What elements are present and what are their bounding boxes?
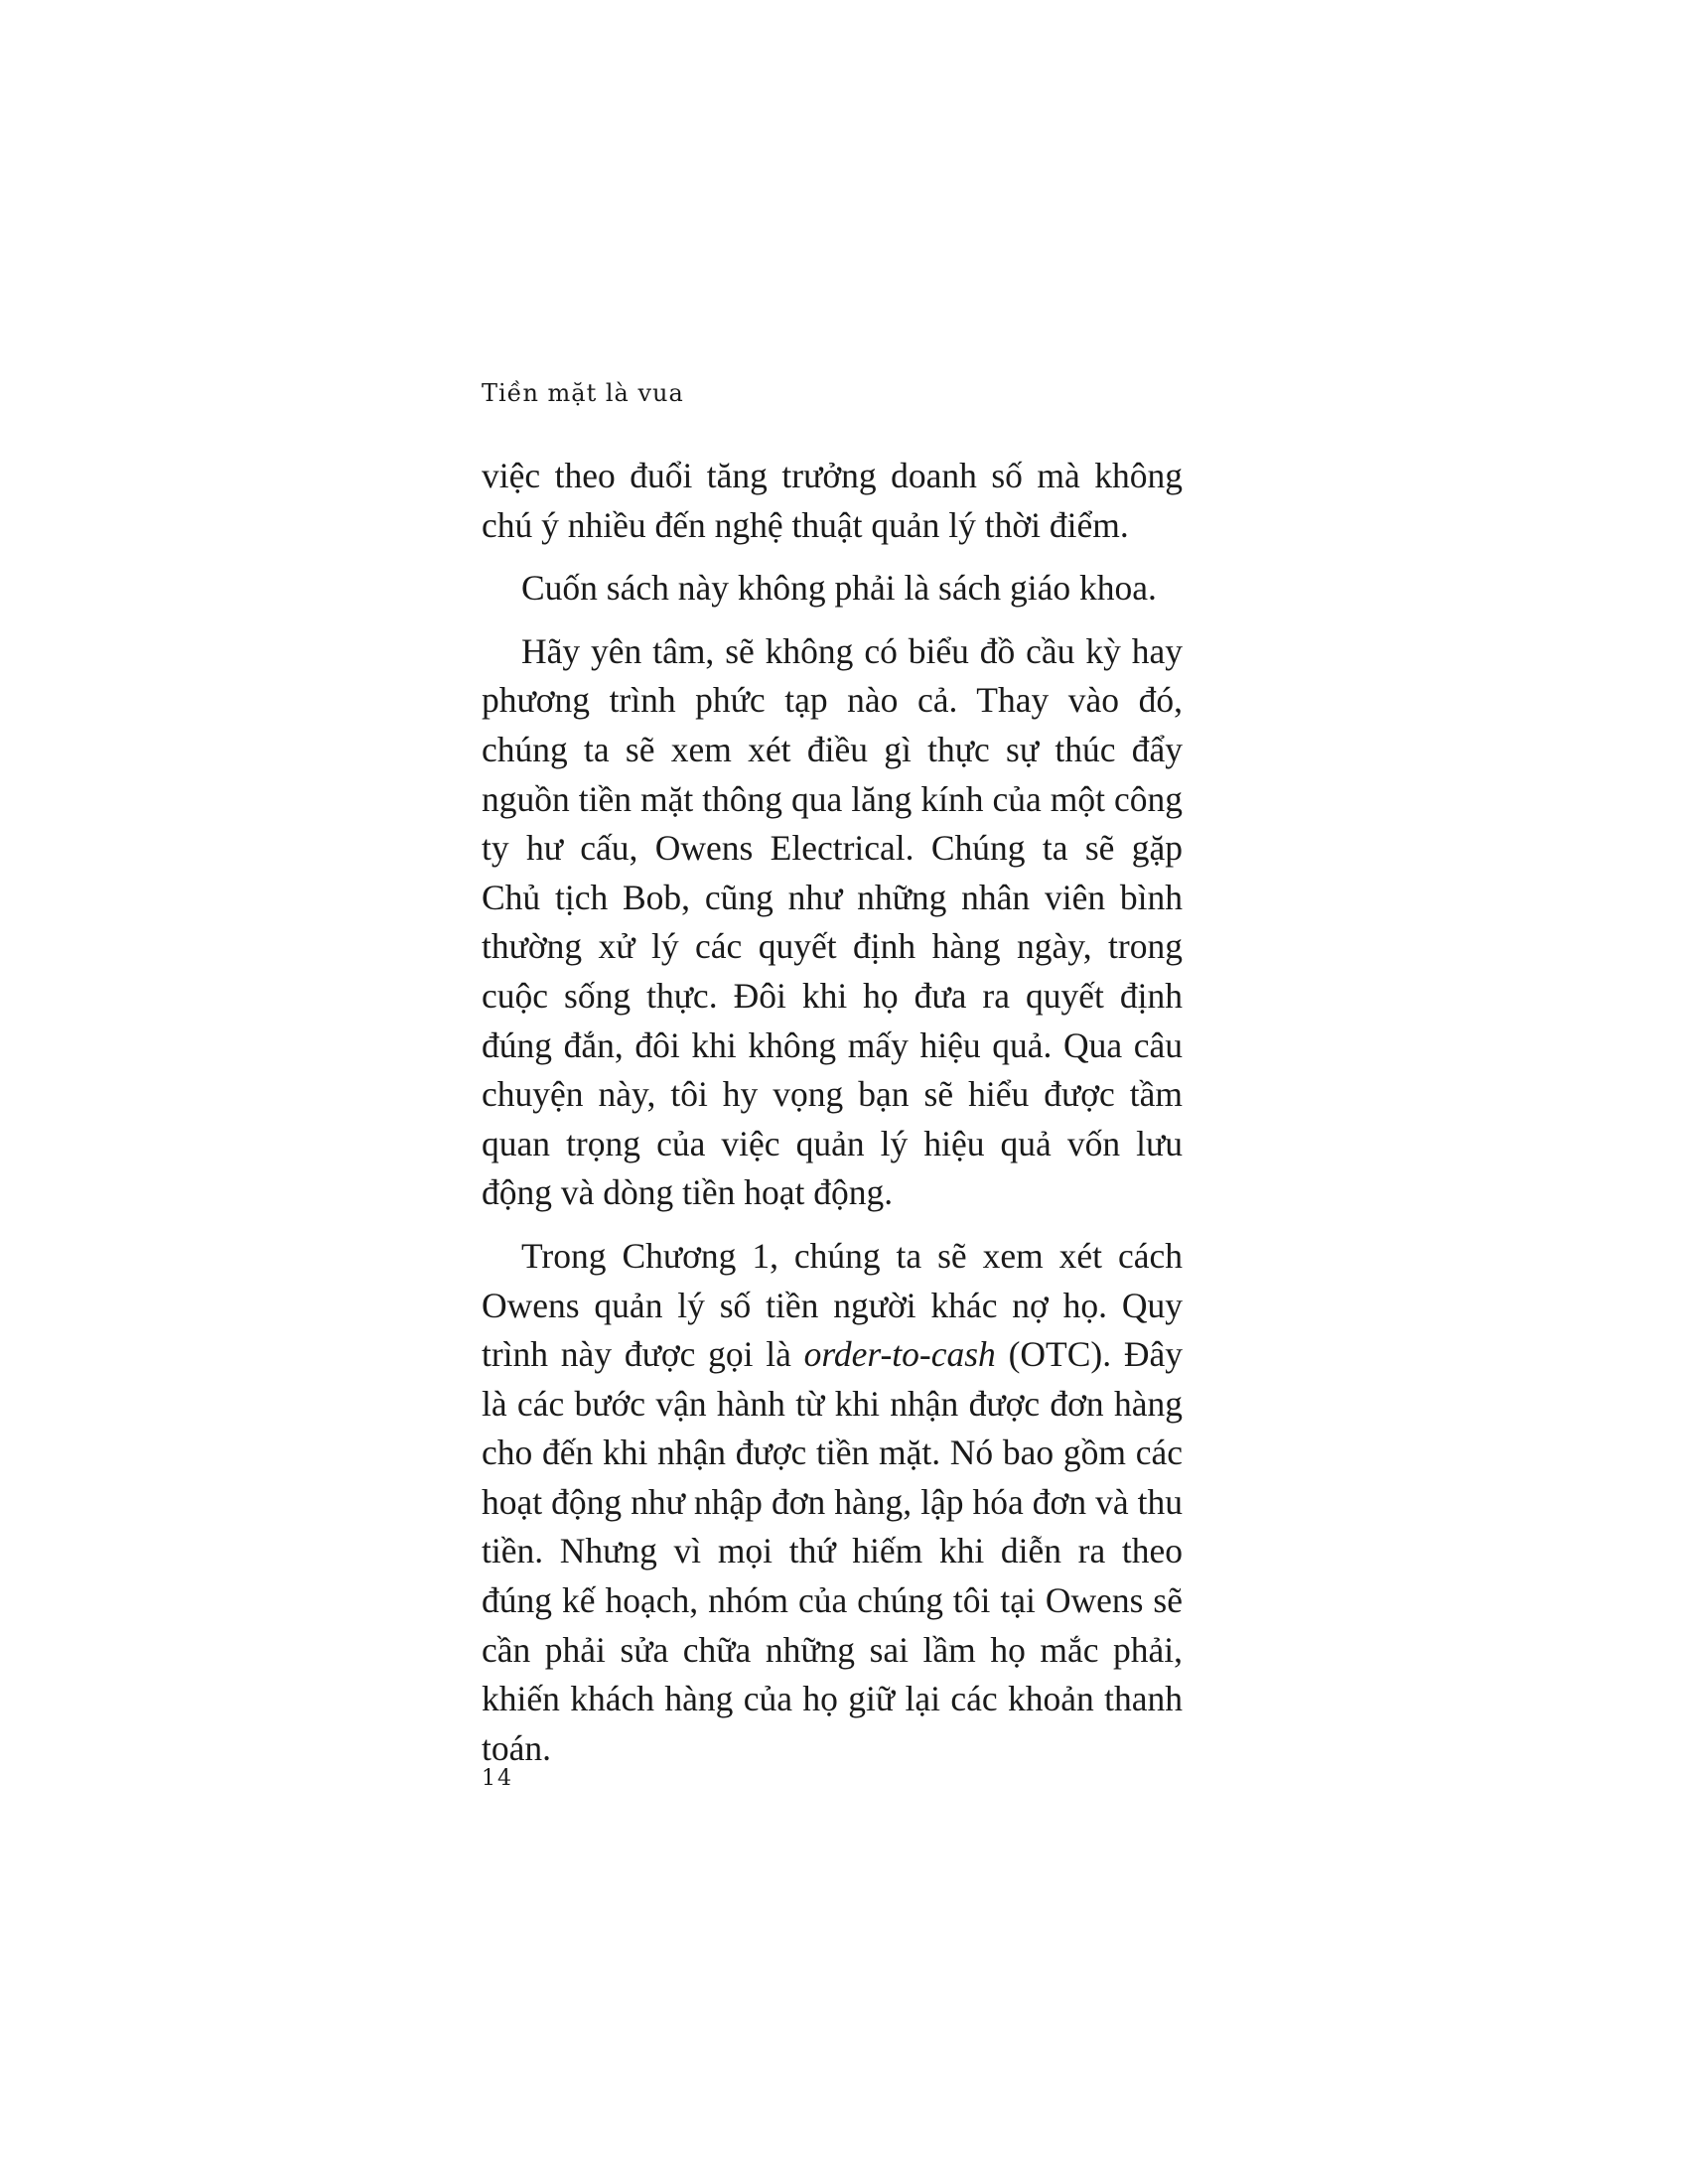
paragraph-chapter-one-text-end: (OTC). Đây là các bước vận hành từ khi nhận được đơn hàng cho đến khi nhận được tiền mặt. Nó bao gồm các hoạt động như nhập đơn hàng, lập hóa đơn và thu tiền. Nhưng vì mọi thứ hiếm khi diễn ra theo đúng kế hoạch, nhóm của chúng tôi tại Owens sẽ cần phải sửa chữa những sai lầm họ mắc phải, khiến khách hàng của họ giữ lại các khoản thanh toán. bbox=[482, 1334, 1183, 1768]
paragraph-story-intro: Hãy yên tâm, sẽ không có biểu đồ cầu kỳ hay phương trình phức tạp nào cả. Thay vào đó, chúng ta sẽ xem xét điều gì thực sự thúc đẩy nguồn tiền mặt thông qua lăng kính của một công ty hư cấu, Owens Electrical. Chúng ta sẽ gặp Chủ tịch Bob, cũng như những nhân viên bình thường xử lý các quyết định hàng ngày, trong cuộc sống thực. Đôi khi họ đưa ra quyết định đúng đắn, đôi khi không mấy hiệu quả. Qua câu chuyện này, tôi hy vọng bạn sẽ hiểu được tầm quan trọng của việc quản lý hiệu quả vốn lưu động và dòng tiền hoạt động. bbox=[482, 630, 1183, 1213]
paragraph-continued: việc theo đuổi tăng trưởng doanh số mà không chú ý nhiều đến nghệ thuật quản lý thời điểm. bbox=[482, 456, 1183, 545]
term-order-to-cash: order-to-cash bbox=[803, 1334, 996, 1375]
paragraph-not-textbook: Cuốn sách này không phải là sách giáo khoa. bbox=[521, 568, 1157, 609]
page-number: 14 bbox=[482, 1766, 513, 1791]
body-text bbox=[482, 452, 1183, 1773]
paragraph-chapter-one bbox=[482, 1232, 1183, 1774]
paragraph-chapter-one-text-start: Trong Chương 1, chúng ta sẽ xem xét cách Owens quản lý số tiền người khác nợ họ. Quy trình này được gọi là bbox=[482, 1235, 1183, 1375]
running-header-title: Tiền mặt là vua bbox=[482, 379, 684, 407]
